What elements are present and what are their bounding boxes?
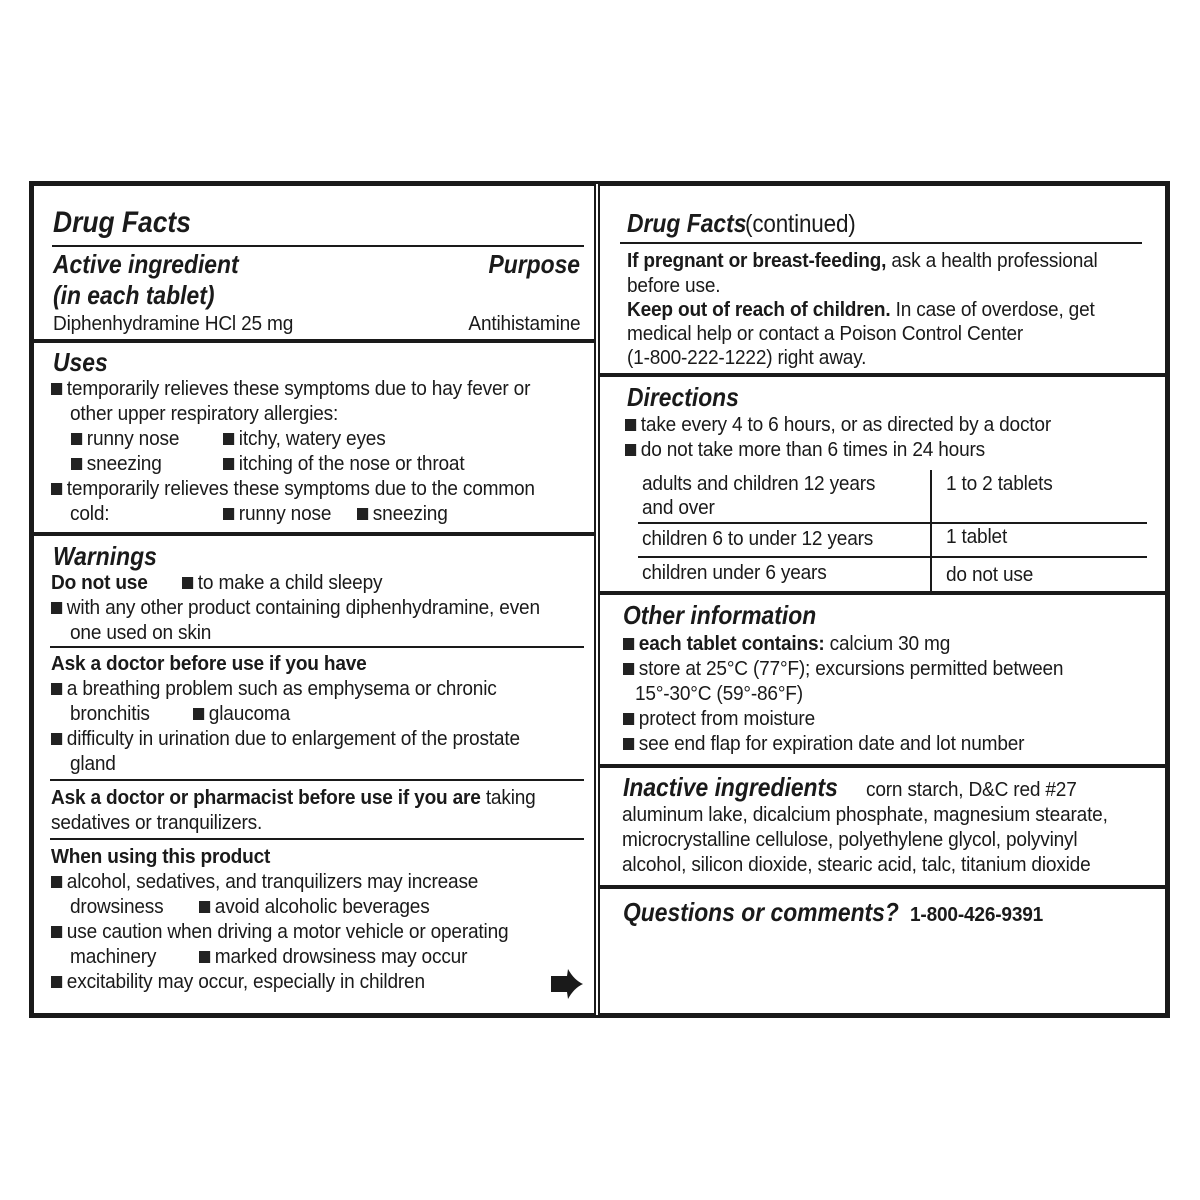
warning-text: with any other product containing diphenhydramine, even [66, 596, 540, 619]
title-divider [52, 245, 584, 247]
bullet-icon [51, 876, 62, 888]
active-ingredient-panel [32, 184, 596, 341]
dose-cell: do not use [946, 563, 1034, 586]
warning-text: drowsiness [70, 895, 164, 918]
bullet-icon [223, 508, 234, 520]
active-ingredient-heading: Active ingredient [53, 249, 239, 279]
uses-item-text: temporarily relieves these symptoms due to hay fever or [66, 377, 531, 400]
warnings-panel [32, 534, 596, 1015]
table-column-divider [930, 470, 932, 592]
uses-item-text: cold: [70, 502, 110, 525]
pregnant-heading: If pregnant or breast-feeding, [627, 249, 887, 272]
bullet-icon [51, 733, 62, 745]
keep-out-heading: Keep out of reach of children. [627, 298, 891, 321]
purpose-value: Antihistamine [467, 312, 580, 335]
bullet-icon [51, 483, 62, 495]
bullet-icon [199, 901, 210, 913]
other-info-text: calcium 30 mg [824, 632, 951, 655]
do-not-use-heading: Do not use [51, 571, 148, 594]
directions-heading: Directions [627, 382, 739, 412]
symptom-text: itching of the nose or throat [238, 452, 465, 475]
questions-phone[interactable]: 1-800-426-9391 [910, 903, 1044, 926]
questions-panel [598, 887, 1167, 1015]
warning-text: alcohol, sedatives, and tranquilizers may increase [66, 870, 479, 893]
bullet-icon [623, 663, 634, 675]
other-information-heading: Other information [623, 600, 817, 630]
inactive-ingredients-panel [598, 766, 1167, 887]
age-group-cell: children 6 to under 12 years [642, 527, 874, 550]
symptom-text: sneezing [372, 502, 448, 525]
bullet-icon [623, 738, 634, 750]
keep-out-text: medical help or contact a Poison Control Center [627, 322, 1024, 345]
other-information-panel [598, 593, 1167, 766]
bullet-icon [51, 683, 62, 695]
warning-text: taking [480, 786, 536, 809]
warning-text: excitability may occur, especially in children [66, 970, 425, 993]
inactive-ingredients-heading: Inactive ingredients [623, 772, 838, 802]
bullet-icon [357, 508, 368, 520]
symptom-text: sneezing [86, 452, 162, 475]
age-group-cell: children under 6 years [642, 561, 827, 584]
section-divider [50, 646, 584, 648]
warning-text: use caution when driving a motor vehicle or operating [66, 920, 509, 943]
right-column [597, 184, 1167, 1015]
dose-cell: 1 tablet [946, 525, 1008, 548]
bullet-icon [625, 444, 636, 456]
section-divider [50, 838, 584, 840]
continued-label: (continued) [744, 210, 856, 238]
warning-text: one used on skin [70, 621, 212, 644]
bullet-icon [51, 926, 62, 938]
warning-text: marked drowsiness may occur [214, 945, 468, 968]
warning-text: gland [70, 752, 116, 775]
uses-item-text: temporarily relieves these symptoms due to the common [66, 477, 535, 500]
inactive-ingredients-text: microcrystalline cellulose, polyethylene glycol, polyvinyl [622, 828, 1078, 851]
bullet-icon [223, 458, 234, 470]
table-row-divider [638, 522, 1147, 524]
bullet-icon [625, 419, 636, 431]
warnings-heading: Warnings [53, 541, 157, 571]
direction-text: do not take more than 6 times in 24 hours [640, 438, 986, 461]
pregnant-text: ask a health professional [886, 249, 1098, 272]
other-info-text: see end flap for expiration date and lot number [638, 732, 1025, 755]
drug-facts-continued-title: Drug Facts [627, 208, 747, 238]
left-column [32, 184, 597, 1015]
inactive-ingredients-text: corn starch, D&C red #27 [866, 778, 1077, 801]
section-divider [50, 779, 584, 781]
table-row-divider [638, 556, 1147, 558]
bullet-icon [51, 976, 62, 988]
ask-doctor-heading: Ask a doctor before use if you have [51, 652, 367, 675]
warning-text: bronchitis [70, 702, 150, 725]
ask-pharmacist-heading: Ask a doctor or pharmacist before use if you are [51, 786, 481, 809]
directions-panel [598, 375, 1167, 593]
poison-control-text: (1-800-222-1222) right away. [627, 346, 867, 369]
bullet-icon [193, 708, 204, 720]
warning-text: sedatives or tranquilizers. [51, 811, 263, 834]
bullet-icon [182, 577, 193, 589]
other-info-text: protect from moisture [638, 707, 816, 730]
continued-panel [598, 184, 1167, 375]
age-group-cell: and over [642, 496, 715, 519]
uses-heading: Uses [53, 347, 108, 377]
other-info-text: store at 25°C (77°F); excursions permitted between [638, 657, 1064, 680]
active-ingredient-value: Diphenhydramine HCl 25 mg [53, 312, 294, 335]
dosage-table [638, 470, 1147, 592]
title-divider [620, 242, 1142, 244]
inactive-ingredients-text: aluminum lake, dicalcium phosphate, magnesium stearate, [622, 803, 1108, 826]
active-ingredient-subheading: (in each tablet) [53, 280, 215, 310]
bullet-icon [51, 383, 62, 395]
bullet-icon [71, 433, 82, 445]
uses-item-text: other upper respiratory allergies: [70, 402, 339, 425]
bullet-icon [71, 458, 82, 470]
bullet-icon [623, 713, 634, 725]
tablet-contains-label: each tablet contains: [638, 632, 825, 655]
bullet-icon [199, 951, 210, 963]
pregnant-text: before use. [627, 274, 721, 297]
warning-text: difficulty in urination due to enlargement of the prostate [66, 727, 520, 750]
warning-text: glaucoma [208, 702, 290, 725]
direction-text: take every 4 to 6 hours, or as directed by a doctor [640, 413, 1051, 436]
uses-panel [32, 341, 596, 534]
symptom-text: runny nose [238, 502, 332, 525]
bullet-icon [223, 433, 234, 445]
other-info-text: 15°-30°C (59°-86°F) [635, 682, 803, 705]
purpose-heading: Purpose [488, 249, 580, 279]
warning-text: to make a child sleepy [197, 571, 383, 594]
symptom-text: itchy, watery eyes [238, 427, 386, 450]
inactive-ingredients-text: alcohol, silicon dioxide, stearic acid, talc, titanium dioxide [622, 853, 1091, 876]
questions-heading: Questions or comments? [623, 897, 899, 927]
warning-text: machinery [70, 945, 157, 968]
warning-text: a breathing problem such as emphysema or chronic [66, 677, 497, 700]
dose-cell: 1 to 2 tablets [946, 472, 1053, 495]
bullet-icon [51, 602, 62, 614]
warning-text: avoid alcoholic beverages [214, 895, 430, 918]
bullet-icon [623, 638, 634, 650]
age-group-cell: adults and children 12 years [642, 472, 876, 495]
keep-out-text: In case of overdose, get [890, 298, 1095, 321]
drug-facts-title: Drug Facts [53, 206, 191, 239]
when-using-heading: When using this product [51, 845, 271, 868]
continue-arrow-icon [550, 968, 584, 1000]
symptom-text: runny nose [86, 427, 180, 450]
drug-facts-label [29, 181, 1170, 1018]
